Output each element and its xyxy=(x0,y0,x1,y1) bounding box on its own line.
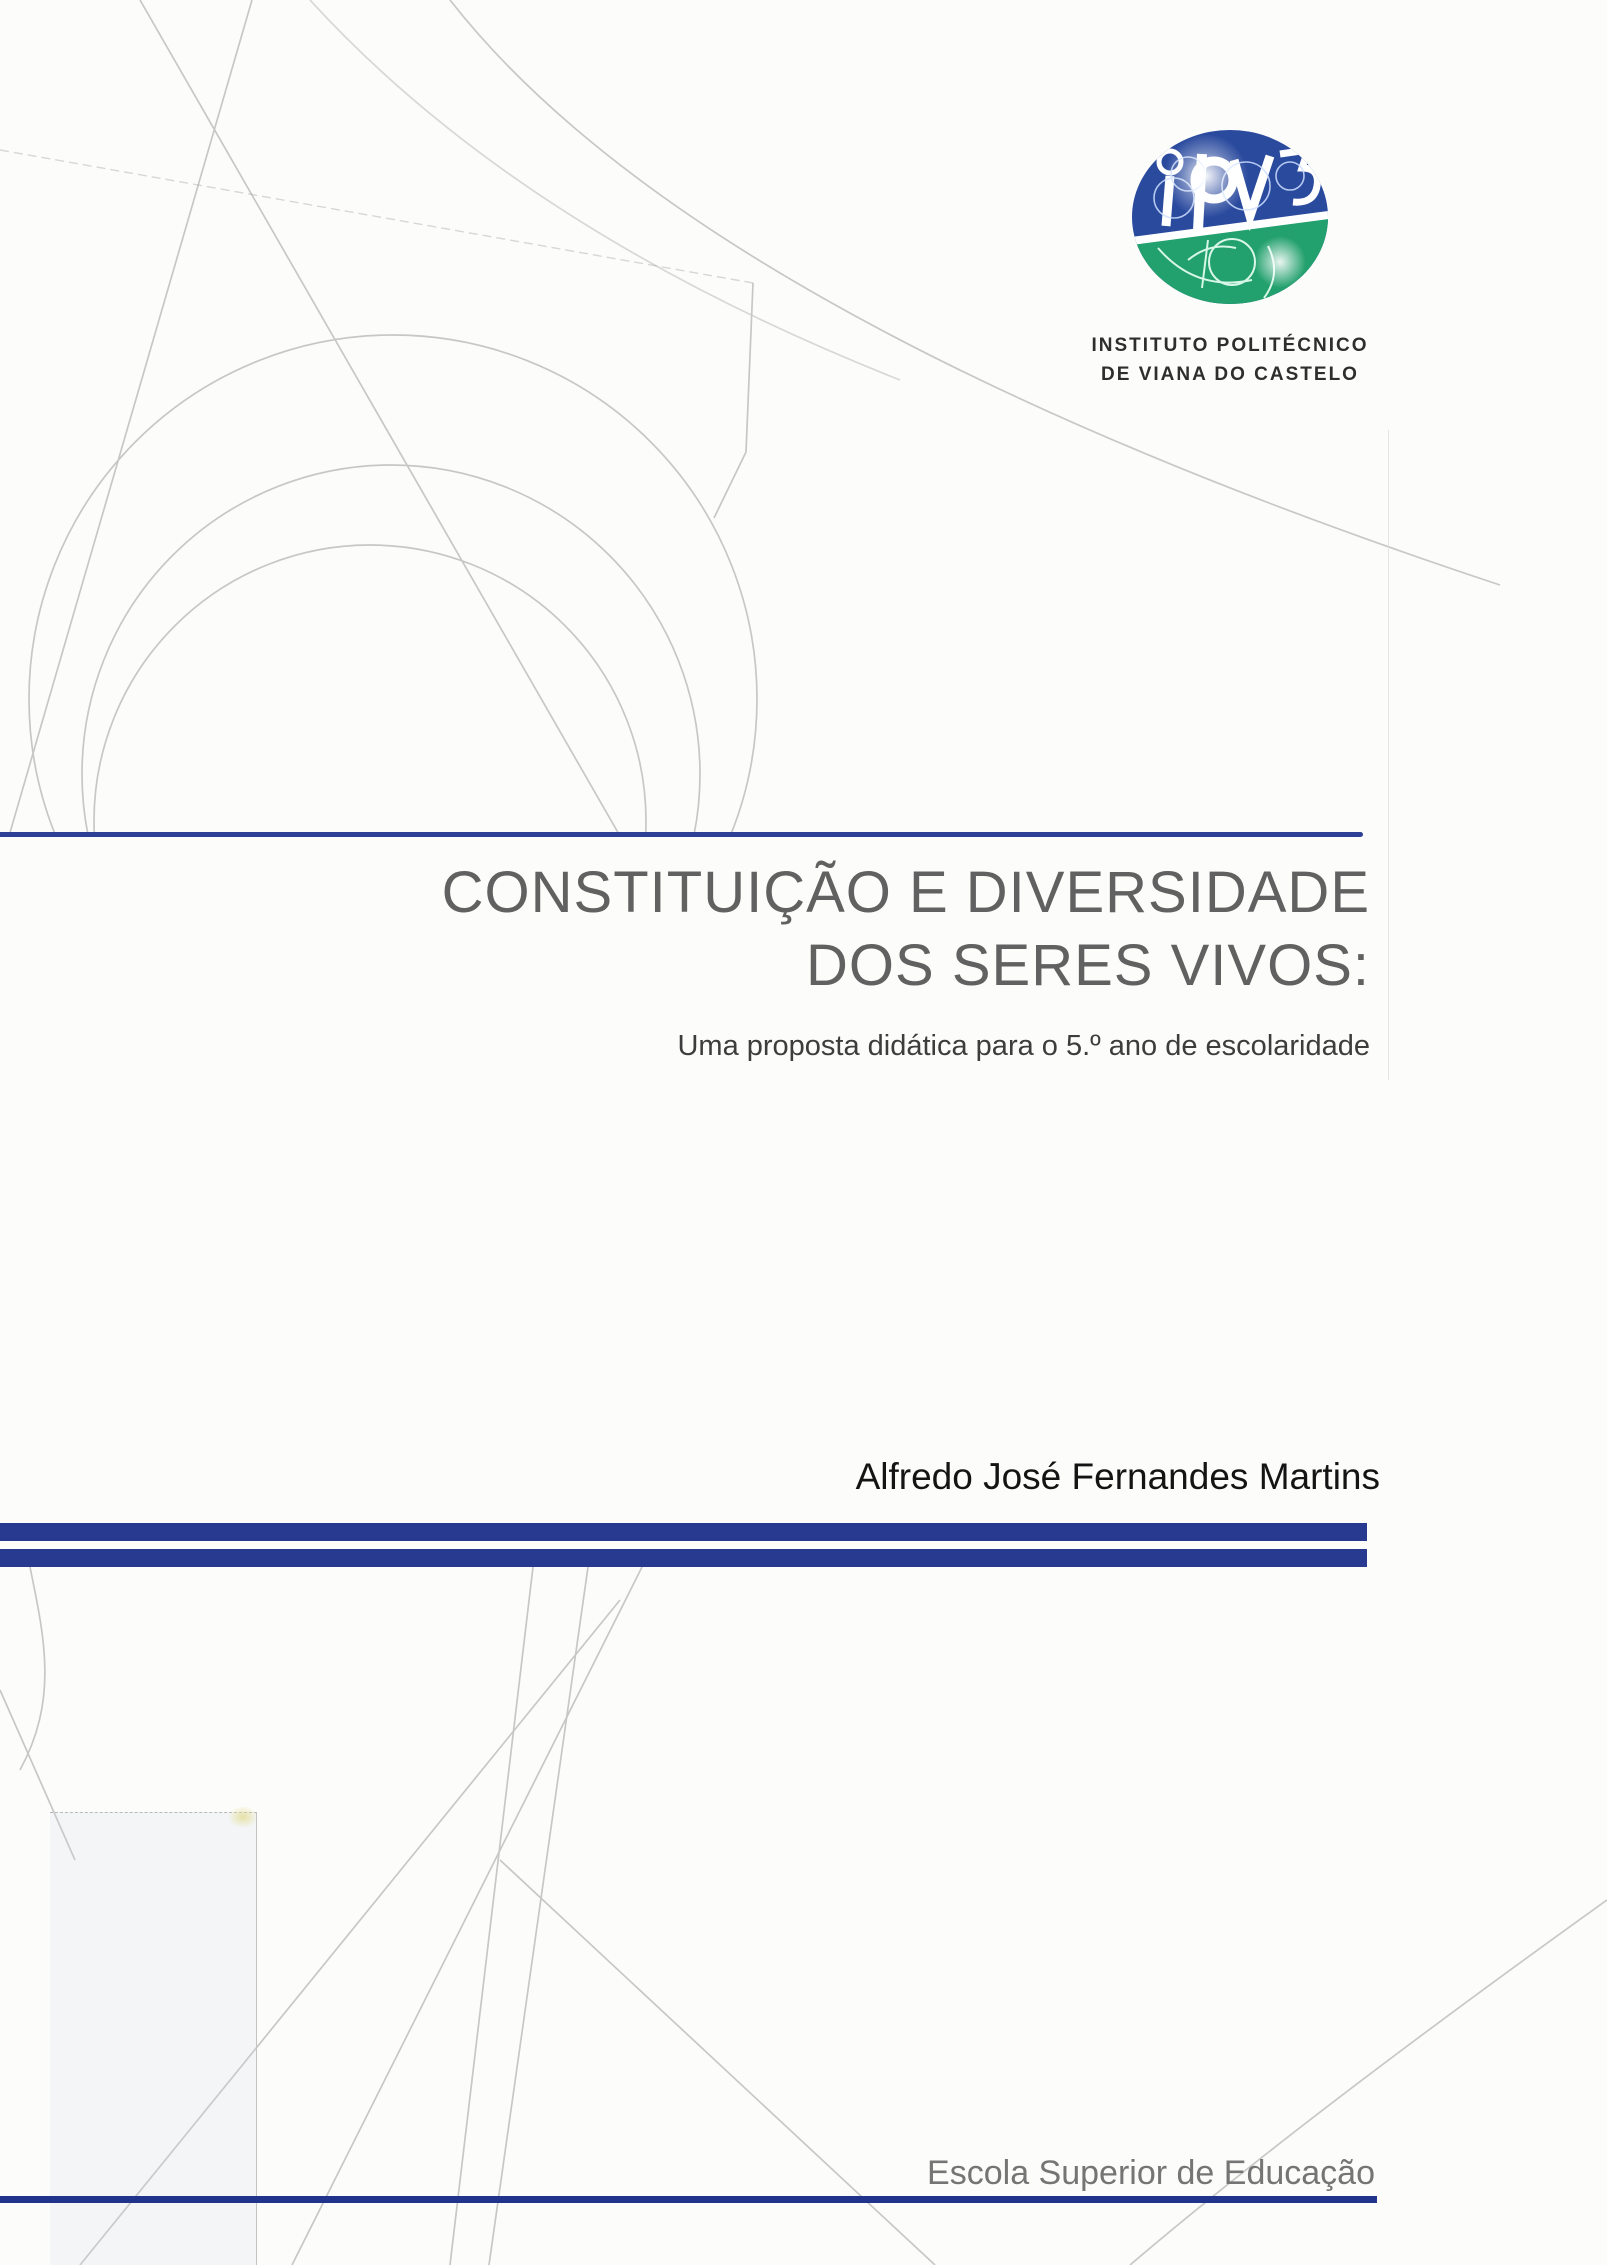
school-name: Escola Superior de Educação xyxy=(927,2154,1375,2192)
decorative-arcs-top xyxy=(0,0,1607,836)
author-name: Alfredo José Fernandes Martins xyxy=(855,1456,1380,1497)
institution-line2: DE VIANA DO CASTELO xyxy=(1101,364,1359,385)
stripe-lower xyxy=(0,1549,1367,1567)
adhesive-smudge xyxy=(228,1806,258,1828)
ipvc-logo xyxy=(1130,128,1330,306)
scan-fold-line xyxy=(1388,430,1389,1080)
top-blue-rule xyxy=(0,832,1363,837)
title-line2: DOS SERES VIVOS: xyxy=(806,933,1370,998)
double-stripe-band xyxy=(0,1523,1367,1567)
institution-line1: INSTITUTO POLITÉCNICO xyxy=(1091,335,1369,356)
bottom-blue-rule xyxy=(0,2196,1377,2203)
stripe-upper xyxy=(0,1523,1367,1541)
title-line1: CONSTITUIÇÃO E DIVERSIDADE xyxy=(441,860,1370,925)
cover-title xyxy=(442,856,1370,1002)
cover-subtitle: Uma proposta didática para o 5.º ano de escolaridade xyxy=(677,1030,1370,1062)
institution-name xyxy=(1080,331,1380,389)
